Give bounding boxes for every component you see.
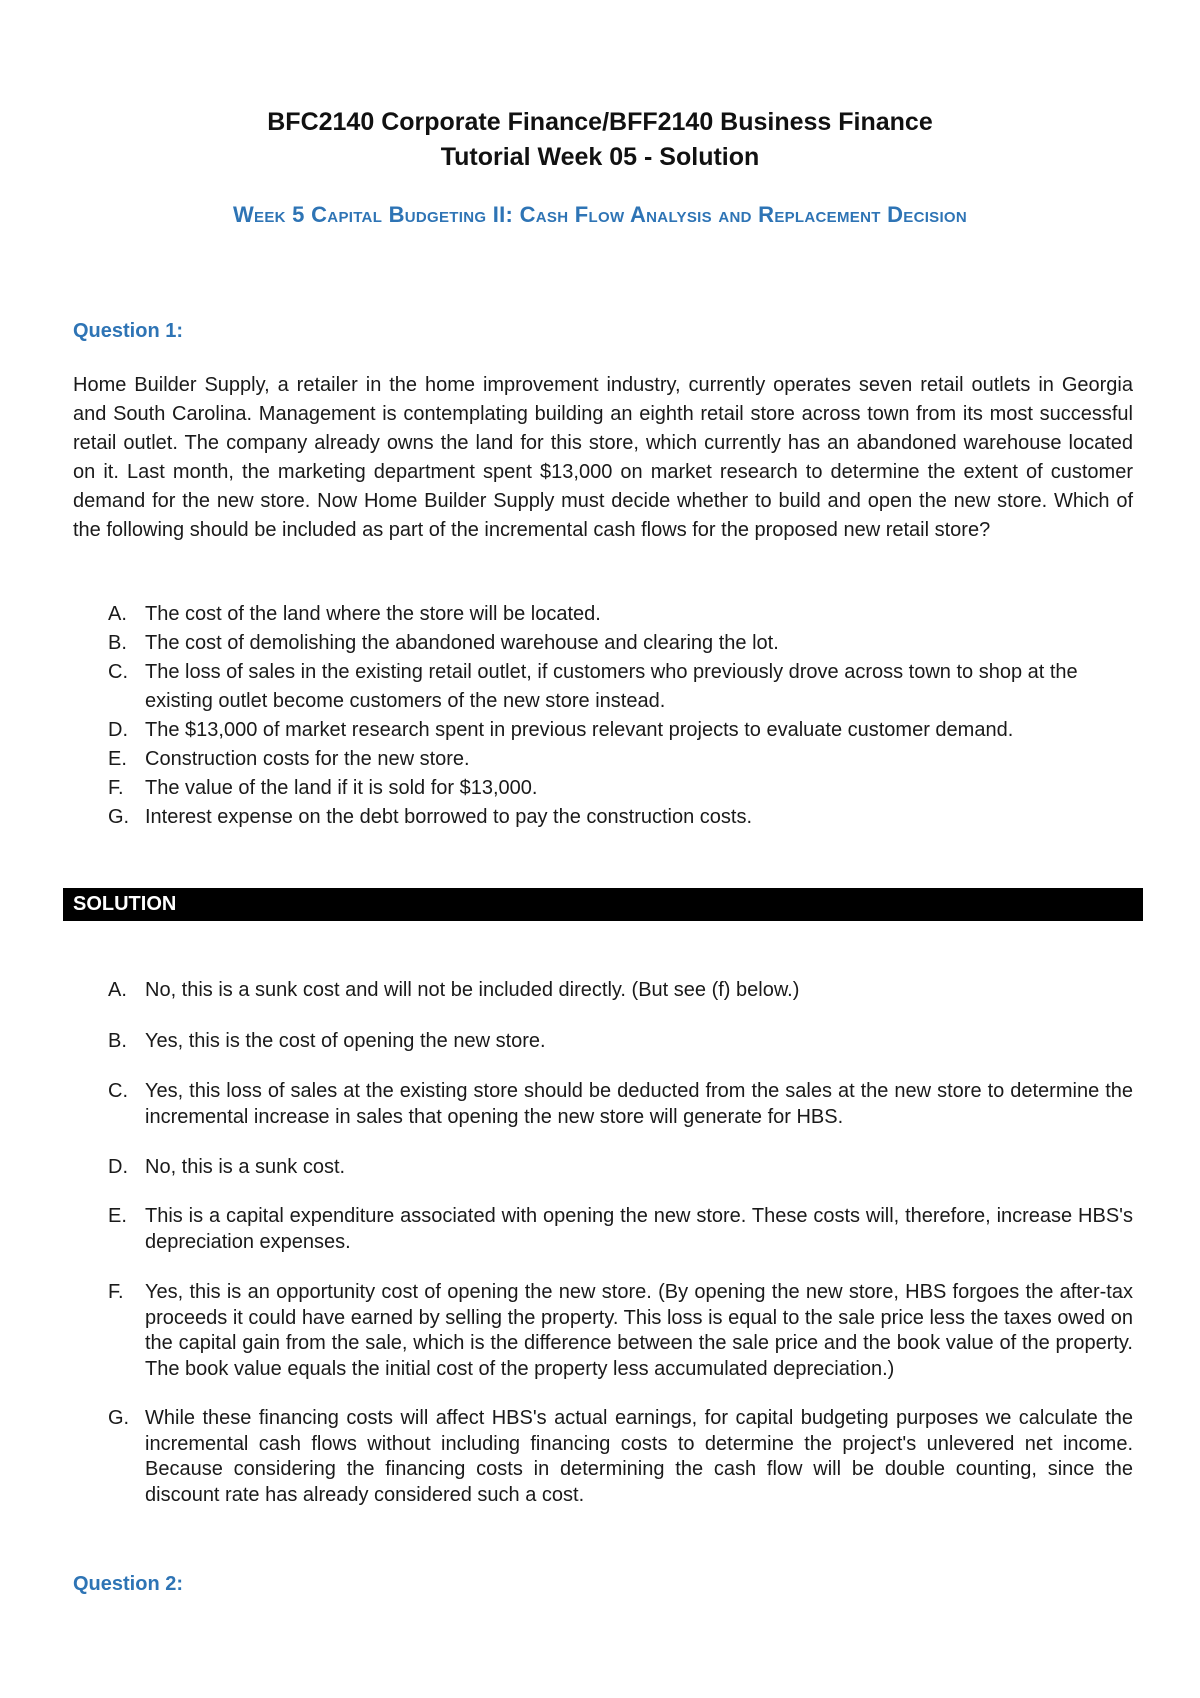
option-letter: A. (108, 603, 127, 625)
option-e (108, 745, 1133, 774)
option-text: The $13,000 of market research spent in previous relevant projects to evaluate customer demand. (145, 719, 1014, 741)
answer-b (108, 1029, 1133, 1055)
option-letter: D. (108, 719, 128, 741)
answer-text: Yes, this is an opportunity cost of opening the new store. (By opening the new store, HBS forgoes the after-tax proceeds it could have earned by selling the property. This loss is equal to the sale price less the taxes owed on the capital gain from the sale, which is the difference between the sale price and the book value of the property. The book value equals the initial cost of the property less accumulated depreciation.) (145, 1281, 1133, 1380)
document-subtitle-week: Tutorial Week 05 - Solution (440, 143, 760, 171)
option-g (108, 803, 1133, 832)
answer-letter: D. (108, 1156, 128, 1178)
answer-g (108, 1406, 1133, 1508)
option-letter: F. (108, 777, 124, 799)
answer-f (108, 1280, 1133, 1382)
answer-text: No, this is a sunk cost and will not be included directly. (But see (f) below.) (145, 979, 800, 1001)
document-title: BFC2140 Corporate Finance/BFF2140 Business Finance (267, 108, 933, 136)
option-text: Interest expense on the debt borrowed to pay the construction costs. (145, 806, 753, 828)
option-text: The cost of demolishing the abandoned warehouse and clearing the lot. (145, 632, 779, 654)
option-f (108, 774, 1133, 803)
answer-letter: E. (108, 1205, 127, 1227)
answer-c (108, 1079, 1133, 1130)
question-1-options (108, 600, 1133, 832)
option-letter: C. (108, 661, 128, 683)
solution-banner: SOLUTION (63, 888, 1143, 921)
answer-letter: B. (108, 1030, 127, 1052)
option-d (108, 716, 1133, 745)
option-letter: B. (108, 632, 127, 654)
answer-d (108, 1155, 1133, 1181)
option-text: The loss of sales in the existing retail outlet, if customers who previously drove across town to shop at the existing outlet become customers of the new store instead. (145, 661, 1078, 712)
answer-text: Yes, this is the cost of opening the new store. (145, 1030, 546, 1052)
option-c (108, 658, 1133, 716)
answer-e (108, 1204, 1133, 1255)
answer-text: While these financing costs will affect HBS's actual earnings, for capital budgeting purposes we calculate the incremental cash flows without including financing costs to determine the project's unlevered net income. Because considering the financing costs in determining the cash flow will be double counting, since the discount rate has already considered such a cost. (145, 1407, 1133, 1506)
option-a (108, 600, 1133, 629)
option-b (108, 629, 1133, 658)
question-1-body: Home Builder Supply, a retailer in the home improvement industry, currently operates seven retail outlets in Georgia and South Carolina. Management is contemplating building an eighth retail store across town from its most successful retail outlet. The company already owns the land for this store, which currently has an abandoned warehouse located on it. Last month, the marketing department spent $13,000 on market research to determine the extent of customer demand for the new store. Now Home Builder Supply must decide whether to build and open the new store. Which of the following should be included as part of the incremental cash flows for the proposed new retail store? (73, 374, 1133, 541)
option-text: The value of the land if it is sold for $13,000. (145, 777, 538, 799)
question-2-heading: Question 2: (73, 1573, 184, 1595)
option-text: Construction costs for the new store. (145, 748, 470, 770)
answer-letter: A. (108, 979, 127, 1001)
answer-a (108, 978, 1133, 1004)
section-heading: Week 5 Capital Budgeting II: Cash Flow Analysis and Replacement Decision (232, 202, 968, 227)
answer-letter: F. (108, 1281, 124, 1303)
option-text: The cost of the land where the store will be located. (145, 603, 601, 625)
answer-letter: G. (108, 1407, 130, 1429)
answer-letter: C. (108, 1080, 128, 1102)
answer-text: No, this is a sunk cost. (145, 1156, 346, 1178)
question-1-heading: Question 1: (73, 320, 184, 342)
option-letter: E. (108, 748, 127, 770)
option-letter: G. (108, 806, 130, 828)
answer-text: This is a capital expenditure associated with opening the new store. These costs will, therefore, increase HBS's depreciation expenses. (145, 1205, 1133, 1253)
answer-text: Yes, this loss of sales at the existing store should be deducted from the sales at the new store to determine the incremental increase in sales that opening the new store will generate for HBS. (145, 1080, 1133, 1128)
